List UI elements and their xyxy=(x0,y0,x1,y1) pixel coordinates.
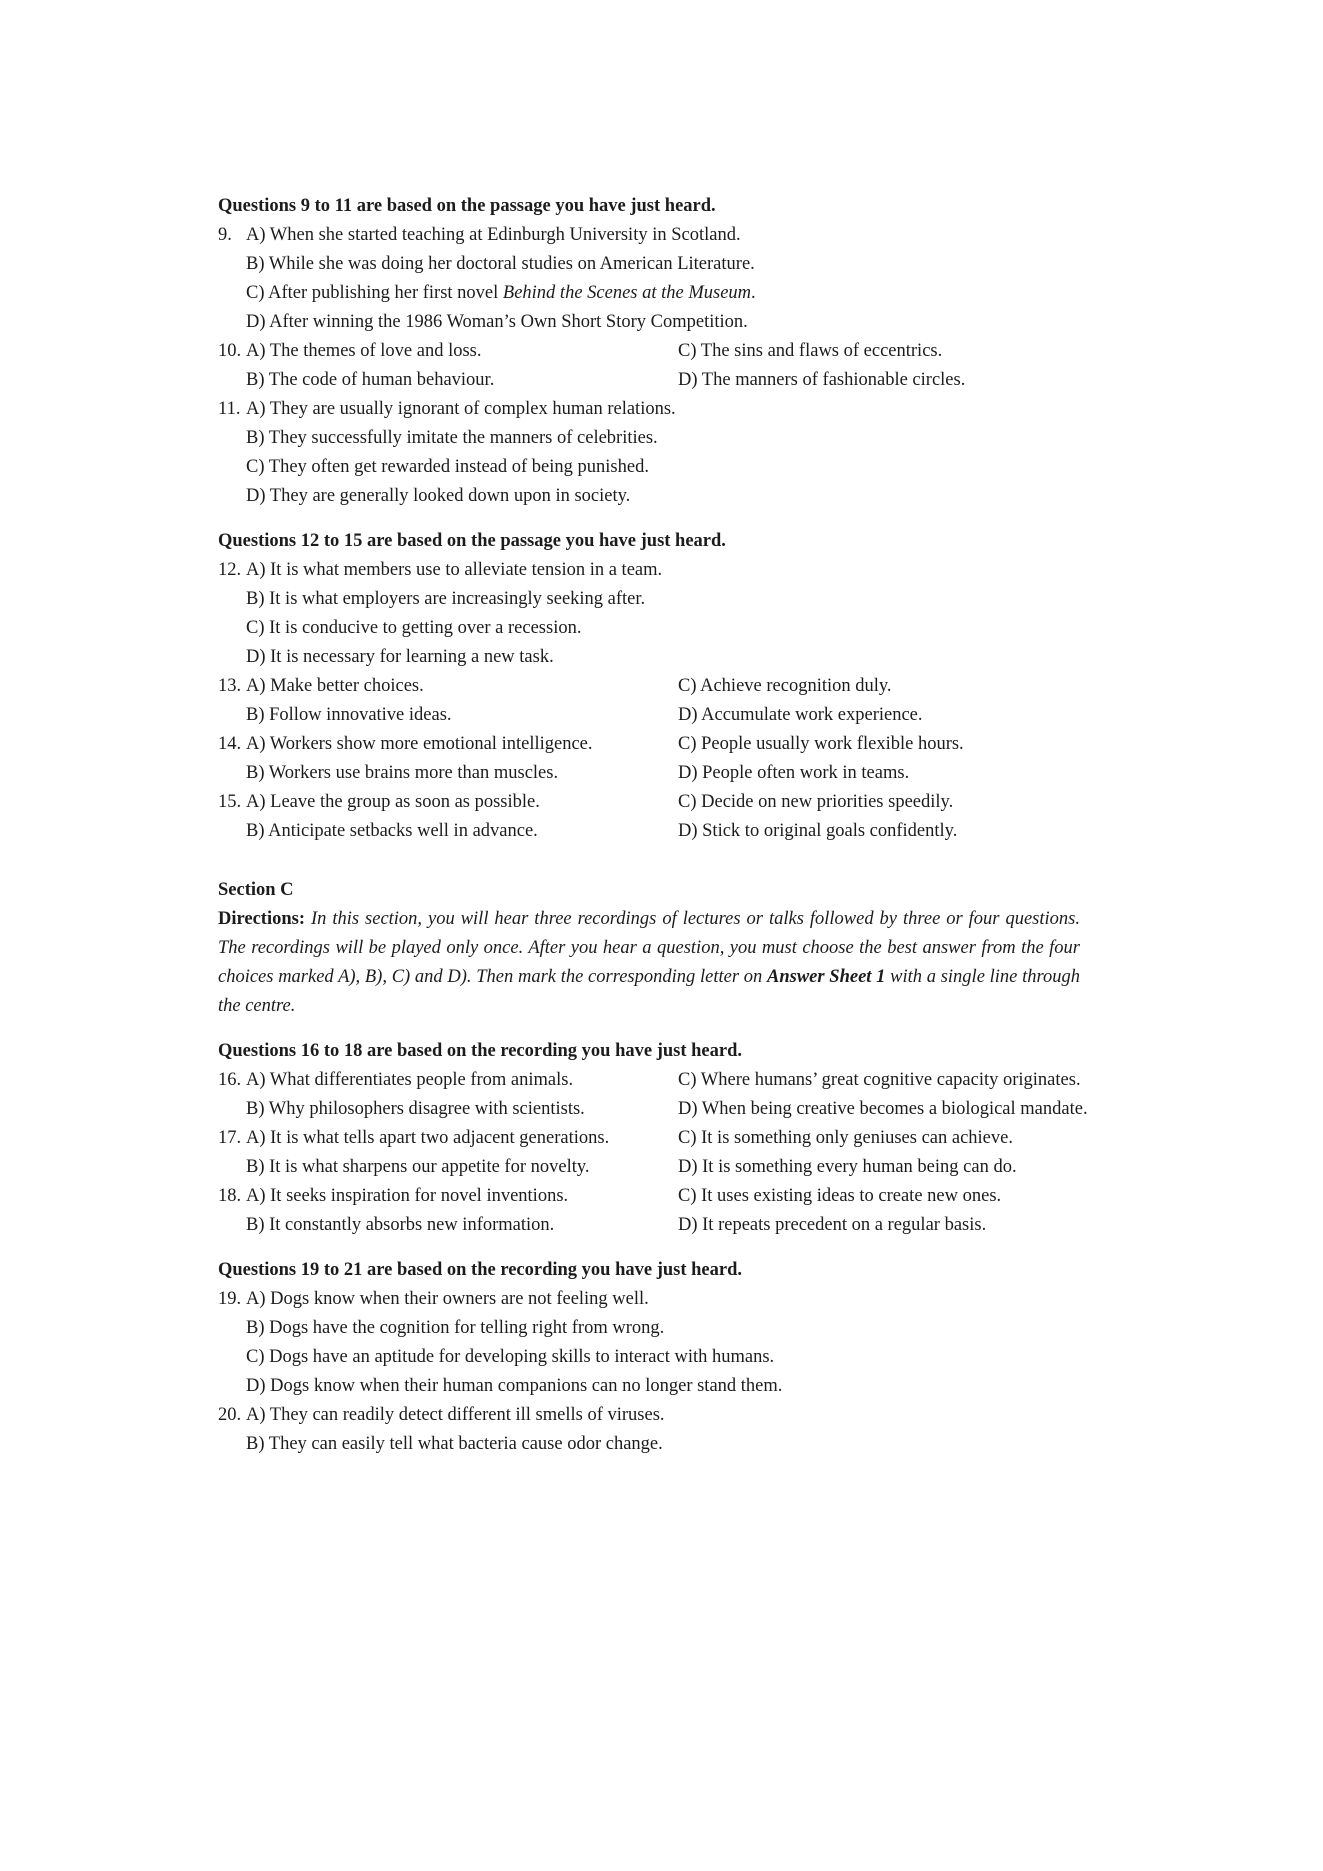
question-10-row-2 xyxy=(218,366,1118,395)
question-12-option-d xyxy=(218,643,1118,672)
question-11-option-a xyxy=(218,395,1118,424)
option-text: B) The code of human behaviour. xyxy=(246,370,495,390)
section-c-title: Section C xyxy=(218,880,294,900)
option-text: A) What differentiates people from animals. xyxy=(246,1070,574,1090)
option-text: D) Dogs know when their human companions can no longer stand them. xyxy=(246,1376,783,1396)
option-text: C) They often get rewarded instead of being punished. xyxy=(246,457,649,477)
question-9-option-a xyxy=(218,221,1118,250)
question-17-row-1 xyxy=(218,1124,1118,1153)
question-15-row-2 xyxy=(218,817,1118,846)
question-number: 16. xyxy=(218,1070,242,1090)
option-text: B) Dogs have the cognition for telling right from wrong. xyxy=(246,1318,665,1338)
question-12-option-b xyxy=(218,585,1118,614)
question-number: 19. xyxy=(218,1289,242,1309)
option-text: C) People usually work flexible hours. xyxy=(678,734,964,754)
question-number: 17. xyxy=(218,1128,242,1148)
question-15-row-1 xyxy=(218,788,1118,817)
option-text: D) Accumulate work experience. xyxy=(678,705,923,725)
option-text: A) They are usually ignorant of complex human relations. xyxy=(246,399,676,419)
question-20-option-b xyxy=(218,1430,1118,1459)
option-text: B) They can easily tell what bacteria cause odor change. xyxy=(246,1434,663,1454)
option-text: C) Dogs have an aptitude for developing skills to interact with humans. xyxy=(246,1347,775,1367)
question-12-option-a xyxy=(218,556,1118,585)
option-text: B) It is what sharpens our appetite for novelty. xyxy=(246,1157,590,1177)
question-number: 12. xyxy=(218,560,242,580)
option-text: A) Leave the group as soon as possible. xyxy=(246,792,540,812)
question-10-row-1 xyxy=(218,337,1118,366)
question-9-option-b xyxy=(218,250,1118,279)
question-12-option-c xyxy=(218,614,1118,643)
option-text: B) While she was doing her doctoral studies on American Literature. xyxy=(246,254,755,274)
group-heading-12-15: Questions 12 to 15 are based on the passage you have just heard. xyxy=(218,531,726,551)
option-text: B) Why philosophers disagree with scientists. xyxy=(246,1099,585,1119)
question-17-row-2 xyxy=(218,1153,1118,1182)
option-text: C) It uses existing ideas to create new ones. xyxy=(678,1186,1002,1206)
option-text: A) When she started teaching at Edinburgh University in Scotland. xyxy=(246,225,741,245)
question-16-row-2 xyxy=(218,1095,1118,1124)
group-heading-16-18: Questions 16 to 18 are based on the recording you have just heard. xyxy=(218,1041,743,1061)
question-20-option-a xyxy=(218,1401,1118,1430)
question-11-option-d xyxy=(218,482,1118,511)
option-text: D) It repeats precedent on a regular basis. xyxy=(678,1215,987,1235)
option-text: C) Achieve recognition duly. xyxy=(678,676,892,696)
question-18-row-1 xyxy=(218,1182,1118,1211)
question-19-option-c xyxy=(218,1343,1118,1372)
question-number: 18. xyxy=(218,1186,242,1206)
option-text: D) It is necessary for learning a new task. xyxy=(246,647,554,667)
option-text: B) Workers use brains more than muscles. xyxy=(246,763,559,783)
question-13-row-1 xyxy=(218,672,1118,701)
question-number: 14. xyxy=(218,734,242,754)
novel-title: Behind the Scenes at the Museum xyxy=(502,283,752,303)
question-14-row-2 xyxy=(218,759,1118,788)
question-16-row-1 xyxy=(218,1066,1118,1095)
option-text: A) The themes of love and loss. xyxy=(246,341,482,361)
option-text: D) People often work in teams. xyxy=(678,763,910,783)
option-text: C) Where humans’ great cognitive capacity originates. xyxy=(678,1070,1081,1090)
question-number: 13. xyxy=(218,676,242,696)
question-19-option-b xyxy=(218,1314,1118,1343)
question-11-option-c xyxy=(218,453,1118,482)
question-number: 10. xyxy=(218,341,242,361)
section-c-directions xyxy=(218,905,1080,1021)
exam-content xyxy=(218,192,1118,1459)
group-heading-9-11: Questions 9 to 11 are based on the passage you have just heard. xyxy=(218,196,716,216)
option-text: C) It is something only geniuses can achieve. xyxy=(678,1128,1013,1148)
option-text: A) It is what members use to alleviate tension in a team. xyxy=(246,560,663,580)
answer-sheet-label: Answer Sheet 1 xyxy=(767,967,886,987)
option-text: A) They can readily detect different ill smells of viruses. xyxy=(246,1405,665,1425)
option-text: B) Anticipate setbacks well in advance. xyxy=(246,821,538,841)
question-number: 15. xyxy=(218,792,242,812)
option-text: A) Dogs know when their owners are not feeling well. xyxy=(246,1289,649,1309)
question-number: 11. xyxy=(218,399,241,419)
question-18-row-2 xyxy=(218,1211,1118,1240)
option-text: A) It is what tells apart two adjacent generations. xyxy=(246,1128,610,1148)
option-text: D) The manners of fashionable circles. xyxy=(678,370,966,390)
option-text: A) Make better choices. xyxy=(246,676,424,696)
group-heading-19-21: Questions 19 to 21 are based on the recording you have just heard. xyxy=(218,1260,743,1280)
directions-text-end: with a single line through the centre. xyxy=(218,967,1080,1016)
question-number: 20. xyxy=(218,1405,242,1425)
option-text: C) After publishing her first novel xyxy=(246,283,503,303)
option-text: B) It is what employers are increasingly seeking after. xyxy=(246,589,646,609)
option-text: C) It is conducive to getting over a recession. xyxy=(246,618,582,638)
option-text: C) The sins and flaws of eccentrics. xyxy=(678,341,943,361)
question-14-row-1 xyxy=(218,730,1118,759)
directions-label: Directions: xyxy=(218,909,305,929)
option-text: D) When being creative becomes a biological mandate. xyxy=(678,1099,1088,1119)
question-13-row-2 xyxy=(218,701,1118,730)
question-number: 9. xyxy=(218,225,232,245)
option-text: B) It constantly absorbs new information. xyxy=(246,1215,555,1235)
option-text: A) It seeks inspiration for novel inventions. xyxy=(246,1186,569,1206)
option-text: C) Decide on new priorities speedily. xyxy=(678,792,954,812)
option-text: B) Follow innovative ideas. xyxy=(246,705,452,725)
option-text: A) Workers show more emotional intelligence. xyxy=(246,734,593,754)
option-text: D) Stick to original goals confidently. xyxy=(678,821,958,841)
question-19-option-a xyxy=(218,1285,1118,1314)
option-text: D) It is something every human being can do. xyxy=(678,1157,1017,1177)
option-text: D) After winning the 1986 Woman’s Own Short Story Competition. xyxy=(246,312,748,332)
question-11-option-b xyxy=(218,424,1118,453)
question-19-option-d xyxy=(218,1372,1118,1401)
question-9-option-c xyxy=(218,279,1118,308)
question-9-option-d xyxy=(218,308,1118,337)
option-text-end: . xyxy=(751,283,756,303)
directions-text: In this section, you will hear three recordings of lectures or talks followed by three or four questions. The recordings will be played only once. After you hear a question, you must choose the best answer from the four choices marked A), B), C) and D). Then mark the corresponding letter on xyxy=(218,909,1080,987)
option-text: B) They successfully imitate the manners of celebrities. xyxy=(246,428,658,448)
option-text: D) They are generally looked down upon in society. xyxy=(246,486,631,506)
